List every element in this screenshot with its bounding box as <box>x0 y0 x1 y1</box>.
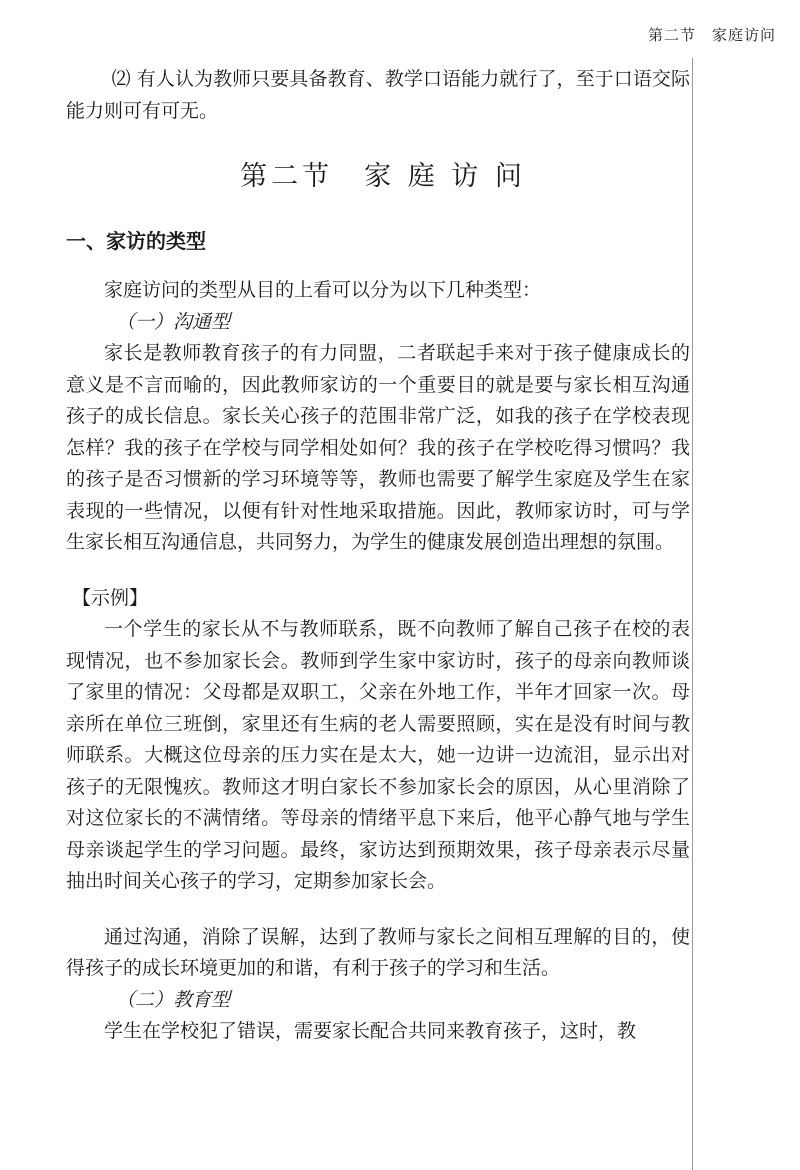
intro-paragraph: 家庭访问的类型从目的上看可以分为以下几种类型： <box>104 279 542 301</box>
paragraph-conclusion: 通过沟通，消除了误解，达到了教师与家长之间相互理解的目的，使得孩子的成长环境更加的和谐，有利于孩子的学习和生活。 <box>66 925 690 979</box>
page-content <box>66 64 690 1048</box>
subheading-communication-type: （一）沟通型 <box>116 310 231 333</box>
subheading-education-type: （二）教育型 <box>116 988 231 1011</box>
paragraph-education: 学生在学校犯了错误，需要家长配合共同来教育孩子，这时，教 <box>104 1020 637 1042</box>
running-header: 第二节 家庭访问 <box>647 26 776 44</box>
paragraph-example: 一个学生的家长从不与教师联系，既不向教师了解自己孩子在校的表现情况，也不参加家长会。教师到学生家中家访时，孩子的母亲向教师谈了家里的情况：父母都是双职工，父亲在外地工作，半年才回家一次。母亲所在单位三班倒，家里还有生病的老人需要照顾，实在是没有时间与教师联系。大概这位母亲的压力实在是太大，她一边讲一边流泪，显示出对孩子的无限愧疚。教师这才明白家长不参加家长会的原因，从心里消除了对这位家长的不满情绪。等母亲的情绪平息下来后，他平心静气地与学生母亲谈起学生的学习问题。最终，家访达到预期效果，孩子母亲表示尽量抽出时间关心孩子的学习，定期参加家长会。 <box>66 618 690 892</box>
heading-family-visit-types: 一、家访的类型 <box>66 229 206 253</box>
paragraph-top: ⑵ 有人认为教师只要具备教育、教学口语能力就行了，至于口语交际能力则可有可无。 <box>66 68 690 122</box>
margin-rule <box>692 58 693 1170</box>
paragraph-communication: 家长是教师教育孩子的有力同盟，二者联起手来对于孩子健康成长的意义是不言而喻的，因此教师家访的一个重要目的就是要与家长相互沟通孩子的成长信息。家长关心孩子的范围非常广泛，如我的孩子在学校表现怎样？我的孩子在学校与同学相处如何？我的孩子在学校吃得习惯吗？我的孩子是否习惯新的学习环境等等，教师也需要了解学生家庭及学生在家表现的一些情况，以便有针对性地采取措施。因此，教师家访时，可与学生家长相互沟通信息，共同努力，为学生的健康发展创造出理想的氛围。 <box>66 342 690 553</box>
section-title: 第二节 家 庭 访 问 <box>240 161 526 192</box>
example-label: 【示例】 <box>72 586 149 609</box>
